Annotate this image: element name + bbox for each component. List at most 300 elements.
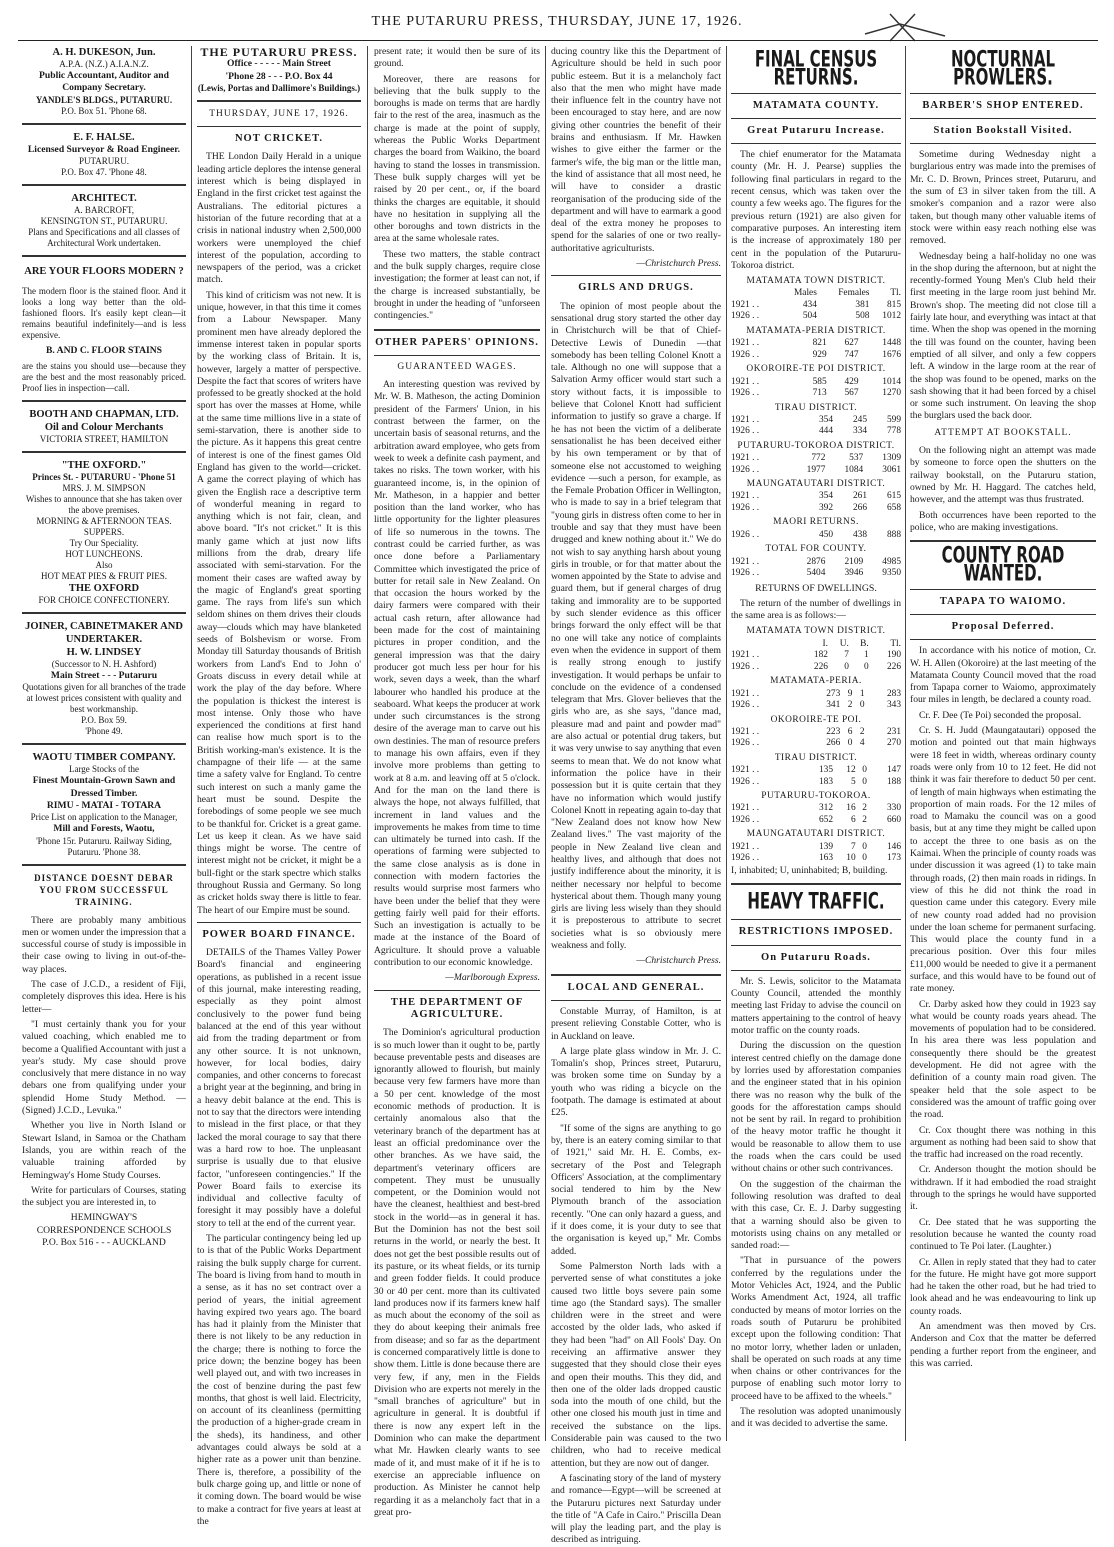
column-divider [726, 46, 727, 1441]
table-cell: 330 [886, 803, 901, 814]
table-cell: 5 [850, 776, 856, 787]
table-cell: 16 [846, 803, 856, 814]
ad-name: H. W. LINDSEY [66, 647, 142, 659]
table-cell: 266 [826, 738, 841, 749]
table-row [731, 300, 901, 312]
column-4 [551, 46, 721, 1546]
rule [22, 123, 186, 125]
ad-line: RIMU - MATAI - TOTARA [46, 800, 162, 812]
rule [551, 275, 721, 276]
table-cell: 713 [812, 388, 827, 399]
table-row [731, 377, 901, 389]
district-name: MATAMATA TOWN DISTRICT. [746, 626, 886, 637]
ad-booth [22, 408, 186, 445]
table-cell: 182 [813, 650, 828, 661]
paragraph: THE London Daily Herald in a unique leading article deplores the intense general interest which is being displayed in England in the first cricket test against the Australians. The editorial pictures a historian of the future recording that at a crisis in national industry when 2,500,000 workers were unemployed the chief interest of the population, according to newspapers of the period, was a cricket match. [197, 151, 361, 286]
table-cell: 392 [818, 502, 833, 513]
table-cell: 1012 [882, 311, 901, 322]
district-table [731, 765, 901, 788]
table-cell: 3946 [844, 568, 864, 579]
ad-speciality: Try Our Speciality. [69, 538, 139, 549]
dwellings-title: RETURNS OF DWELLINGS. [755, 582, 877, 594]
district-table [731, 415, 901, 438]
header-cell [731, 639, 796, 651]
table-cell: 3061 [882, 464, 901, 475]
paragraph: Whether you live in North Island or Stewart Island, in Samoa or the Chatham Islands, you are within reach of the valuable training afforded by Hemingway's Home Study Courses. [22, 1120, 186, 1181]
district-table [731, 530, 901, 542]
rule [22, 864, 186, 866]
paragraph: A large plate glass window in Mr. J. C. Tomalin's shop, Princes street, Putaruru, was broken some time on Sunday by a youth who was riding a bicycle on the footpath. The damage is estimated at about £25. [551, 1045, 721, 1119]
article-title: GUARANTEED WAGES. [397, 361, 517, 372]
paragraph: During the discussion on the question interest centred chiefly on the damage done by lorries used by afforestation companies and the engineer stated that in his opinion there was no reason why the bulk of the goods for the afforestation camps should not be sent by rail. In regard to prohibition of the heavy motor traffic he thought it would be reasonable to allow them to use the roads when the cars could be used without chains or other such contrivances. [731, 1040, 901, 1175]
table-row [731, 350, 901, 362]
table-cell: 567 [844, 388, 859, 399]
rule [374, 990, 540, 991]
paragraph: The resolution was adopted unanimously and it was decided to advertise the same. [731, 1405, 901, 1430]
masthead-rule [18, 40, 1098, 41]
paragraph: In accordance with his notice of motion, Cr. W. H. Allen (Okoroire) at the last meeting of the Matamata County Council moved that the road from Tapapa corner to Waiomo, approximately four miles in length, be declared a county road. [910, 645, 1096, 706]
paragraph: The case of J.C.D., a resident of Fiji, completely disproves this idea. Here is his letter— [22, 979, 186, 1015]
table-cell: 508 [855, 311, 870, 322]
paragraph: present rate; it would then be sure of its ground. [374, 46, 540, 70]
rule [910, 639, 1096, 640]
population-table [731, 275, 901, 579]
district-table [731, 338, 901, 361]
header-cell: I. [822, 638, 828, 649]
table-row [731, 465, 901, 477]
rule [22, 400, 186, 402]
table-row [731, 700, 901, 712]
table-cell: 273 [826, 688, 841, 699]
ad-pies: HOT MEAT PIES & FRUIT PIES. [40, 571, 168, 582]
table-cell: 1926 . . [731, 388, 760, 399]
rule [910, 143, 1096, 144]
article-subhead: TAPAPA TO WAIOMO. [939, 595, 1067, 607]
table-cell: 1926 . . [731, 776, 760, 787]
table-cell: 0 [844, 661, 849, 672]
table-cell: 1926 . . [731, 853, 760, 864]
table-cell: 429 [844, 376, 859, 387]
section-title: LOCAL AND GENERAL. [567, 981, 705, 993]
paragraph: The return of the number of dwellings in the same area is as follows:— [731, 597, 901, 622]
table-cell: 226 [886, 661, 901, 672]
header-cell: Males [793, 288, 817, 299]
table-cell: 9 [847, 688, 853, 699]
table-cell: 1926 . . [731, 349, 760, 360]
table-row [731, 765, 901, 777]
paragraph: The particular contingency being led up to is that of the Public Works Department raising the bulk supply charge for current. The board is living from hand to mouth in a sense, as it has no set contract over a period of years, the initial agreement having expired two years ago. The board has had it plainly from the Minister that there is not likely to be any reduction in the charge; there is nothing to force the price down; the benzine bogey has been well played out, and with two increases in the cost of benzine during the past few months, that ghost is well laid. Electricity, on account of its cleanliness (permitting the production of a higher-grade cream in the sheds), its handiness, and other advantages could always be sold at a higher rate as a power unit than benzine. There is, therefore, a possibility of the bulk charge going up, and little or none of it coming down. The board would be wise to make a contract for five years at least at the [197, 1233, 361, 1527]
ad-successor: (Successor to N. H. Ashford) [51, 659, 157, 670]
table-cell: 504 [802, 311, 817, 322]
table-cell: 815 [886, 299, 901, 310]
table-cell: 0 [862, 776, 867, 787]
table-cell: 10 [846, 853, 856, 864]
table-cell: 1921 . . [731, 556, 760, 567]
table-cell: 1448 [882, 338, 901, 349]
article-title: GIRLS AND DRUGS. [578, 282, 694, 294]
column-divider [367, 46, 368, 1441]
ad-oxford [22, 459, 186, 606]
rule [22, 612, 186, 614]
column-divider [905, 46, 906, 1441]
ad-contact: P.O. Box 47. 'Phone 48. [61, 166, 147, 177]
table-cell: 147 [886, 765, 901, 776]
paragraph: Constable Murray, of Hamilton, is at present relieving Constable Cotter, who is in Auckland on leave. [551, 1005, 721, 1042]
ad-suppers: SUPPERS. [83, 527, 125, 538]
ad-address: YANDLE'S BLDGS., PUTARURU. [35, 94, 173, 105]
table-cell: 1926 . . [731, 529, 760, 540]
paragraph: Cr. Cox thought there was nothing in this argument as nothing had been said to show that the traffic had increased on the road recently. [910, 1124, 1096, 1161]
table-cell: 1921 . . [731, 650, 760, 661]
paragraph: The Dominion's agricultural production is so much lower than it ought to be, partly because preventable pests and diseases are ignorantly allowed to flourish, but mainly because very few farmers have more than a 50 per cent. knowledge of the most economic methods of production. It is certainly anomalous also that the veterinary branch of the department has at least an official predominance over the other branches. As we have said, the department's veterinary officers are competent. They must be unusually competent, or the Dominion would not have the cleanest, healthiest and best-bred stock in the world—as in general it has. But the Dominion has not the best soil returns in the world, or nearly the best. It does not get the best possible results out of its pasture, or its wheat fields, or its turnip and green fodder fields. It could produce 30 or 40 per cent. more than its cultivated land produces now if its farmers knew half as much about the economy of the soil as they do about keeping their animals free from disease; and so far as the department is concerned comparatively little is done to show them. Little is done because there are very few, if any, men in the Fields Division who are experts not merely in the "small branches of agriculture" but in agriculture in general. It is doubtful if there is now any expert left in the Dominion who can make the department what Mr. Hawken clearly wants to see made of it, and must make of it if he is to exercise an appreciable influence on production. As Minister he cannot help regarding it as a melancholy fact that in a great pro- [374, 1027, 540, 1518]
paragraph: "That in pursuance of the powers conferred by the regulations under the Motor Vehicles Act, 1924, and the Public Works Amendment Act, 1924, all traffic conducted by means of motor lorries on the roads south of Putaruru be prohibited except upon the following condition: That no motor lorry, whether laden or unladen, shall be operated on such roads at any time when chains or other contrivances for the purpose of enabling such motor lorry to proceed have to be affixed to the wheels." [731, 1255, 901, 1402]
paragraph: Cr. Darby asked how they could in 1923 say what would be county roads years ahead. The movements of population had to be considered. In his area there was less population and consequently there should be the greatest development. He did not agree with the definition of a county main road given. The speaker held that the sole aspect to be considered was the amount of traffic going over the road. [910, 998, 1096, 1121]
paragraph: Cr. Allen in reply stated that they had to cater for the future. He might have got more support had he taken the other road, but he had tried to look ahead and he was endeavouring to link up county roads. [910, 1256, 1096, 1317]
article-title: NOT CRICKET. [234, 133, 324, 145]
table-cell: 2109 [844, 556, 864, 567]
table-cell: 438 [852, 529, 867, 540]
table-cell: 188 [886, 776, 901, 787]
table-cell: 231 [886, 726, 901, 737]
paragraph: "I must certainly thank you for your valued coaching, which enabled me to become a Qualified Accountant with just a year's study. My case should prove conclusively that mere distance in no way debars one from qualifying under your splendid Home Study Method. — (Signed) J.C.D., Levuka." [22, 1018, 186, 1117]
ad-school: CORRESPONDENCE SCHOOLS [36, 1224, 172, 1236]
ad-quals: A.P.A. (N.Z.) A.I.A.N.Z. [59, 59, 149, 69]
district-table [731, 842, 901, 865]
ad-box: P.O. Box 516 - - - AUCKLAND [42, 1236, 166, 1248]
ad-line: Oil and Colour Merchants [44, 422, 164, 434]
district-table [731, 689, 901, 712]
ad-body2: are the stains you should use—because they are the best and the most reasonably priced. Proof lies in inspection—call. [22, 361, 186, 394]
table-cell: 1921 . . [731, 765, 760, 776]
article-subhead: BARBER'S SHOP ENTERED. [922, 99, 1084, 111]
table-row [731, 853, 901, 865]
table-cell: 1 [859, 688, 865, 699]
ad-line: 'Phone 15r. Putaruru. Railway Siding, Putaruru. 'Phone 38. [36, 835, 172, 857]
district-name: MAUNGATAUTARI DISTRICT. [746, 829, 886, 840]
table-cell: 12 [846, 765, 856, 776]
section-title: OTHER PAPERS' OPINIONS. [375, 336, 539, 348]
table-cell: 929 [812, 349, 827, 360]
table-cell: 7 [850, 841, 856, 852]
table-cell: 354 [818, 414, 833, 425]
ad-contact: P.O. Box 51. 'Phone 68. [61, 105, 147, 116]
table-cell: 6 [850, 814, 856, 825]
rule [731, 945, 901, 946]
ad-role: Licensed Surveyor & Road Engineer. [27, 143, 181, 155]
table-row [731, 738, 901, 750]
paragraph: Cr. S. H. Judd (Maungatautari) opposed the motion and pointed out that main highways were 18 feet in width, whereas ordinary county roads were only from 10 to 12 feet. He did not think it was fair therefore to deduct 50 per cent. of length of main highways when estimating the proportion of main roads. For the 12 miles of road to Mamaku the council was on a good basis, but at any time they might be called upon to accept the three to one basis as on the Kaimai. When the principle of county roads was under discussion it was agreed (1) to take main through roads, (2) then main roads in ridings. In view of this he did not think the road in question came under this category. Every mile of new county road added had no provision under the loan scheme for permanent surfacing. This would place the county fund in a precarious position. Over this four miles £11,000 would be needed to give it a permanent surface, and this would have to be found out of rate money. [910, 725, 1096, 995]
paragraph: Cr. Dee stated that he was supporting the resolution because he wanted the county road continued to Te Poi later. (Laughter.) [910, 1216, 1096, 1253]
table-cell: 5404 [806, 568, 826, 579]
table-cell: 4985 [882, 556, 901, 567]
ad-address: Princes St. - PUTARURU - 'Phone 51 [32, 472, 176, 483]
dwellings-table [731, 625, 901, 864]
article-subhead: ATTEMPT AT BOOKSTALL. [934, 427, 1072, 438]
district-name: PUTARURU-TOKOROA DISTRICT. [737, 440, 895, 451]
headline: HEAVY TRAFFIC. [747, 887, 885, 915]
ad-waotu [22, 751, 186, 857]
table-cell: 135 [818, 765, 833, 776]
paragraph: A fascinating story of the land of mystery and romance—Egypt—will be screened at the Putaruru pictures next Saturday under the title of "A Cafe in Cairo." Priscilla Dean will play the leading part, and the play is described as intriguing. [551, 1472, 721, 1546]
table-cell: 2 [862, 803, 867, 814]
table-row [731, 727, 901, 739]
header-cell: Females [838, 288, 870, 299]
table-row [731, 338, 901, 350]
header-cell: Tl. [890, 288, 901, 299]
table-cell: 1921 . . [731, 338, 760, 349]
table-cell: 1309 [882, 453, 901, 464]
rule [910, 614, 1096, 615]
ad-architect [22, 192, 186, 249]
rule [22, 451, 186, 453]
paragraph: Sometime during Wednesday night a burglarious entry was made into the premises of Mr. C. D. Brown, Princes street, Putaruru, and the sum of £3 in silver taken from the till. A smoker's companion and a razor were also taken, but though many other valuable items of stock were within easy reach nothing else was removed. [910, 149, 1096, 247]
district-name: OKOROIRE-TE POI. [770, 714, 862, 725]
table-row [731, 557, 901, 569]
ad-lunch: HOT LUNCHEONS. [65, 549, 143, 560]
paragraph: Some Palmerston North lads with a perverted sense of what constitutes a joke caused two little boys severe pain some time ago (the Standard says). The smaller children were in the street and were accosted by the older lads, who asked if they had been "had" on All Fools' Day. On receiving an affirmative answer they suggested that they should close their eyes and open their mouths. This they did, and then one of the older lads dropped caustic soda into the mouth of one child, but the other one closed his mouth just in time and received the substance on the lips. Considerable pain was caused to the two children, who had to receive medical attention, but they are now out of danger. [551, 1260, 721, 1469]
table-cell: 381 [855, 299, 870, 310]
ad-dukeson [22, 46, 186, 117]
paragraph: This kind of criticism was not new. It is unique, however, in that this time it comes from a Labour Newspaper. Many prominent men have already deplored the immense interest taken in popular sports by the working class of Britain. It is, however, largely a matter of perspective. Despite the fact that scores of writers have professed to be greatly shocked at the hold sport has over the masses at Home, while at the same time millions live in a state of semi-starvation, there is another side to the picture. As it happens this great centre of interest is one of the finest games Old England has given to the world—cricket. A game the correct playing of which has given the English race a descriptive term of wonderful meaning in regard to anything which is not fair, clean, and above board. "It's not cricket." It is this manly game which at just now lifts millions from the drab, dreary life associated with semi-starvation. For the moment their cases are wafted away by the magic of England's great sporting game. The rays from life's sun which seldom shines on them drives their clouds away—clouds which may have blanketed seeds of Bolshevism or worse. From Monday till Saturday thousands of British workers from Land's End to John o' Groats discuss in every detail while at work the play of the day before. Where the population is thickest the interest is most intense. Only those who have experienced the conditions at first hand can realise how much sport is to the British working-man's existence. It is the champagne of their life — at the same time a safety valve for England. To centre such interest on such a manly game the heart must be sound. Despite the forebodings of some people we see much to be thankful for. Cricket is a great game. Let us keep it clean. As we have said things might be worse. The centre of interest might not be cricket, it might be a bull-fight or the stark spectre which stalks throughout Russia and Germany. So long as cricket holds sway there is little to fear. The heart of our Empire must be sound. [197, 289, 361, 916]
table-cell: 245 [852, 414, 867, 425]
paragraph: An amendment was then moved by Crs. Anderson and Cox that the matter be deferred pending a further report from the engineer, and this was carried. [910, 1321, 1096, 1369]
table-cell: 9350 [882, 568, 901, 579]
table-legend: I, inhabited; U, uninhabited; B, building. [731, 864, 888, 876]
table-cell: 444 [818, 426, 833, 437]
rule [731, 118, 901, 119]
ad-role: Public Accountant, Auditor and Company Secretary. [39, 70, 169, 94]
table-cell: 1014 [882, 376, 901, 387]
table-cell: 0 [859, 700, 865, 711]
ad-name2: THE OXFORD [68, 583, 140, 595]
paragraph: "If some of the signs are anything to go by, there is an eatery coming similar to that of 1921," said Mr. H. E. Combs, ex-secretary of the Post and Telegraph Officers' Association, at the complimentary social tendered to him by the New Plymouth branch of the association recently. "One can only hazard a guess, and if it does come, it is your duty to see that the organisation is keyed up," Mr. Combs added. [551, 1122, 721, 1257]
paragraph: On the suggestion of the chairman the following resolution was drafted to deal with this case, Cr. E. J. Darby suggesting that a warning should also be given to motorists using chains on any metalled or sanded road:— [731, 1178, 901, 1252]
header-cell: Tl. [890, 638, 901, 649]
paragraph: Cr. Anderson thought the motion should be withdrawn. If it had embodied the road straight through to the springs he would have supported it. [910, 1164, 1096, 1213]
press-info [197, 46, 361, 94]
table-cell: 1926 . . [731, 502, 760, 513]
table-cell: 190 [886, 650, 901, 661]
article-subhead: Station Bookstall Visited. [933, 124, 1073, 136]
paragraph: Wednesday being a half-holiday no one was in the shop during the afternoon, but at night the recently-formed Young Men's Club held their first meeting in the large room just behind Mr. Brown's shop. The meeting did not close till a fairly late hour, and everything was intact at that time. When the shop was opened in the morning the till was found on the counter, having been emptied of all silver, and only a few coppers left. A window in the large room at the rear of the shop was found to be opened, marks on the sash showing that it had been forced by a chisel or some such instrument. On leaving the shop the burglars used the back door. [910, 250, 1096, 422]
table-cell: 2 [862, 814, 867, 825]
table-row [731, 650, 901, 662]
table-cell: 778 [886, 426, 901, 437]
column-divider [545, 46, 546, 1441]
article-subhead: RESTRICTIONS IMPOSED. [738, 926, 894, 938]
ad-halse [22, 131, 186, 178]
district-table [731, 288, 901, 323]
table-cell: 261 [852, 491, 867, 502]
ad-lindsey [22, 620, 186, 737]
table-cell: 615 [886, 491, 901, 502]
table-cell: 821 [812, 338, 827, 349]
ad-street: Main Street - - - Putaruru [50, 670, 158, 682]
rule [374, 329, 540, 331]
column-divider [191, 46, 192, 1441]
district-name: TIRAU DISTRICT. [774, 752, 858, 763]
ad-line: Large Stocks of the [68, 764, 140, 775]
rule [731, 93, 901, 94]
ad-also: Also [95, 560, 113, 571]
district-table [731, 377, 901, 400]
paragraph: The opinion of most people about the sensational drug story started the other day in Christchurch will be that of Chief-Detective Lewis of Dunedin —that somebody has been telling Colonel Knott a tale. Although no one will suppose that a Salvation Army officer would start such a story without facts, it is impossible to believe that Colonel Knott had sufficient information to justify so grave a charge. If he has not been the victim of a deliberate sensationalist he has been deceived either by his own temperament or by that of someone else not accustomed to weighing evidence —such a person, for example, as the Female Probation Officer in Wellington, who is made to say in a brief telegram that "young girls in distress often come to her in trouble and say that they must have been drugged and knew nothing about it." We do not wish to say anything harsh about young girls in trouble, or for that matter about the women appointed by the State to advise and guard them, but if general charges of drug taking and immorality are to be supported by such slender evidence as this officer brings forward the only effect will be that no one will take any notice of complaints even when the evidence in support of them is really strong enough to justify investigation. It would perhaps be unfair to conclude on the evidence of a condensed telegram that Mrs. Glover believes that the girls who are, as she says, "dance mad, pleasure mad and paint and powder mad" are also actual or potential drug takers, but it was very unwise to say anything that even seems to mean that. We do not know what information the police have in their possession but it is quite certain that they have no information which would justify Colonel Knott in repeating again to-day that "New Zealand does not know how New Zealand lives." The vast majority of the people in New Zealand live clean and healthy lives, and although that does not justify indifference about the minority, it is neither necessary nor helpful to become hysterical about them. Though many young girls are living less wisely than they should it is preposterous to attribute to secret societies what is so obviously mere weakness and folly. [551, 300, 721, 952]
table-cell: 1926 . . [731, 426, 760, 437]
rule [551, 974, 721, 976]
ad-title: ARCHITECT. [71, 192, 137, 204]
header-cell: U. [839, 638, 849, 649]
table-cell: 1921 . . [731, 491, 760, 502]
table-row [731, 803, 901, 815]
ad-name: E. F. HALSE. [73, 131, 135, 143]
table-cell: 4 [859, 738, 865, 749]
table-cell: 1921 . . [731, 453, 760, 464]
table-cell: 1270 [882, 388, 901, 399]
article-title: POWER BOARD FINANCE. [202, 928, 356, 940]
table-cell: 585 [812, 376, 827, 387]
district-table [731, 727, 901, 750]
paragraph: There are probably many ambitious men or women under the impression that a successful course of study is impossible in their case owing to living in out-of-the-way places. [22, 914, 186, 975]
table-cell: 226 [813, 661, 828, 672]
table-cell: 173 [886, 853, 901, 864]
rule [731, 883, 901, 885]
table-row [731, 453, 901, 465]
ad-name: A. H. DUKESON, Jun. [52, 47, 156, 58]
ad-title: ARE YOUR FLOORS MODERN ? [24, 265, 184, 277]
table-cell: 354 [818, 491, 833, 502]
table-row [731, 777, 901, 789]
table-cell: 183 [818, 776, 833, 787]
rule [731, 143, 901, 144]
table-cell: 747 [844, 349, 859, 360]
table-row [731, 530, 901, 542]
table-cell: 6 [847, 726, 853, 737]
table-cell: 0 [862, 841, 867, 852]
column-2 [197, 45, 361, 1527]
table-row [731, 388, 901, 400]
rule [910, 118, 1096, 119]
rule [22, 184, 186, 186]
table-row [731, 426, 901, 438]
table-cell: 270 [886, 738, 901, 749]
table-cell: 1676 [882, 349, 901, 360]
table-cell: 1926 . . [731, 568, 760, 579]
ad-title: JOINER, CABINETMAKER AND UNDERTAKER. [25, 621, 183, 646]
ad-line: Mill and Forests, Waotu, [53, 823, 155, 835]
table-cell: 283 [886, 688, 901, 699]
headline: NOCTURNAL PROWLERS. [951, 45, 1055, 91]
table-cell: 658 [886, 502, 901, 513]
ad-brand: B. AND C. FLOOR STAINS [45, 344, 163, 356]
district-table [731, 453, 901, 476]
table-cell: 2 [847, 700, 853, 711]
table-cell: 1 [863, 650, 869, 661]
paragraph: Both occurrences have been reported to the police, who are making investigations. [910, 509, 1096, 533]
ad-distance [22, 872, 186, 1250]
table-row [731, 662, 901, 674]
paragraph: Write for particulars of Courses, stating the subject you are interested in, to [22, 1184, 186, 1209]
table-cell: 434 [802, 299, 817, 310]
paragraph: Moreover, there are reasons for believing that the bulk supply to the boroughs is made on terms that are hardly fair to the rest of the area, inasmuch as the charge is made at the point of supply, whereas the Public Works Department charges the board from Waikino, the board having to stand the losses in transmission. These bulk supply charges will yet be raised by 20 per cent., or, if the board thinks the charges are equitable, it should have no hesitation in supplying all the other boroughs and town districts in the area at the same wholesale rates. [374, 73, 540, 245]
article-subhead: Great Putaruru Increase. [747, 124, 885, 136]
district-name: MAUNGATAUTARI DISTRICT. [746, 479, 886, 490]
ad-proprietor: MRS. J. M. SIMPSON [62, 483, 146, 494]
article-subhead: On Putaruru Roads. [761, 951, 871, 963]
district-name: TIRAU DISTRICT. [774, 402, 858, 413]
source-credit: —Christchurch Press. [636, 258, 721, 270]
ad-title: BOOTH AND CHAPMAN, LTD. [29, 409, 179, 421]
ad-address: KENSINGTON ST., PUTARURU. [40, 215, 168, 226]
table-cell: 1084 [844, 464, 864, 475]
table-cell: 7 [844, 650, 849, 661]
table-cell: 0 [863, 661, 869, 672]
table-cell: 660 [886, 814, 901, 825]
district-table [731, 803, 901, 826]
ad-teas: MORNING & AFTERNOON TEAS. [36, 516, 172, 527]
ad-town: PUTARURU. [78, 155, 130, 166]
district-name: MATAMATA-PERIA DISTRICT. [746, 325, 886, 336]
headline: COUNTY ROAD WANTED. [941, 541, 1065, 587]
table-cell: 1921 . . [731, 299, 760, 310]
district-table [731, 557, 901, 580]
table-cell: 2876 [806, 556, 826, 567]
issue-date: THURSDAY, JUNE 17, 1926. [209, 108, 349, 119]
ad-box: P.O. Box 59. [81, 715, 127, 726]
table-header [731, 288, 901, 300]
table-cell: 1921 . . [731, 376, 760, 387]
table-cell: 1926 . . [731, 700, 760, 711]
paragraph: ducing country like this the Department of Agriculture should be held in such poor public esteem. But it is a melancholy fact also that the men who might have made their influence felt in the country have not been encouraged to stay here, and are now giving other countries the benefit of their brains and enthusiasm. If Mr. Hawken wishes to give either the farmer or the farmer's wife, the big man or the little man, the kind of assistance that all most need, he will have to consider a drastic reorganisation of the producing side of the department and will have to earmark a good deal of the extra money he proposes to spend for the salaries of one or two really-authoritative agriculturists. [551, 46, 721, 254]
table-cell: 627 [844, 338, 859, 349]
source-credit: —Marlborough Express. [445, 972, 540, 984]
column-5 [731, 46, 901, 1441]
paragraph: DETAILS of the Thames Valley Power Board's financial and engineering operations, as published in a recent issue of this journal, make interesting reading, especially as they point almost conclusively to the power fund being balanced at the end of this year without aid from the trading department or from any other source. It is not unknown, however, for local bodies, dairy companies, and other concerns to forecast a bright year at the beginning, and bring in a heavy debit balance at the end. This is not to say that the directors were intending to mislead in the first place, or that they lacked the moral courage to say that there was a hard row to hoe. The unpleasant surprise is usually due to that elusive factor, "unforeseen contingencies." If the Power Board fails to exercise its individual and collective faculty of foresight it may possibly have a doleful story to tell at the end of the current year. [197, 947, 361, 1229]
table-cell: 1921 . . [731, 414, 760, 425]
table-cell: 1926 . . [731, 311, 760, 322]
table-row [731, 503, 901, 515]
table-row [731, 689, 901, 701]
rule [197, 126, 361, 127]
district-name: MATAMATA TOWN DISTRICT. [746, 276, 886, 287]
rule [910, 93, 1096, 94]
paragraph: These two matters, the stable contract and the bulk supply charges, require close investigation; the former at least can not, if the charge is increased substantially, be brought in under the heading of "unforseen contingencies." [374, 248, 540, 322]
ad-tagline: FOR CHOICE CONFECTIONERY. [38, 595, 170, 606]
rule [374, 355, 540, 356]
table-cell: 2 [859, 726, 865, 737]
source-credit: —Christchurch Press. [636, 955, 721, 967]
table-cell: 1921 . . [731, 803, 760, 814]
rule [197, 100, 361, 102]
paragraph: Cr. F. Dee (Te Poi) seconded the proposal. [919, 709, 1082, 721]
table-cell: 266 [852, 502, 867, 513]
article-subhead: Proposal Deferred. [951, 620, 1055, 632]
press-title: THE PUTARURU PRESS. [200, 45, 358, 59]
headline: FINAL CENSUS RETURNS. [754, 45, 878, 91]
press-phone: 'Phone 28 - - - P.O. Box 44 [225, 70, 333, 82]
ad-body: The modern floor is the stained floor. And it looks a long way better than the old-fashioned floors. It's easily kept clean—it remains beautiful indefinitely—and is less expensive. [22, 285, 186, 340]
table-row [731, 568, 901, 580]
article-subhead: MATAMATA COUNTY. [752, 99, 880, 111]
header-cell [731, 288, 778, 300]
district-name: MAORI RETURNS. [773, 517, 859, 528]
rule [551, 1000, 721, 1001]
table-row [731, 842, 901, 854]
ad-name: A. BARCROFT, [73, 204, 135, 215]
rule [731, 970, 901, 971]
table-row [731, 415, 901, 427]
header-cell: B. [860, 638, 869, 649]
ad-text: Plans and Specifications and all classes of Architectural Work undertaken. [28, 226, 180, 248]
